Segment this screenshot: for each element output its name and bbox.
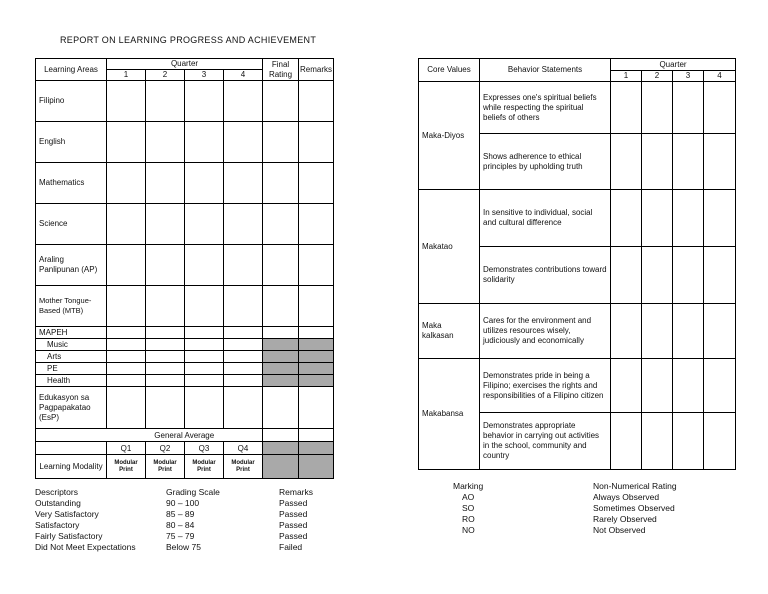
marking-code: NO xyxy=(462,525,475,535)
grading-row xyxy=(35,509,335,520)
grading-row xyxy=(35,520,335,531)
modality-q3: Modular Print xyxy=(185,455,224,479)
ga-q3: Q3 xyxy=(185,442,224,455)
ga-q1: Q1 xyxy=(107,442,146,455)
marking-legend xyxy=(453,481,723,536)
subject-row-arts xyxy=(36,351,334,363)
grading-row xyxy=(35,542,335,553)
core-value-makakalikasan: Maka kalkasan xyxy=(419,304,480,359)
marking-code: AO xyxy=(462,492,475,502)
ga-q4: Q4 xyxy=(224,442,263,455)
descriptor: Satisfactory xyxy=(35,520,80,530)
quarter-header: Quarter xyxy=(611,59,736,71)
subject-name: Edukasyon sa Pagpapakatao (EsP) xyxy=(36,387,107,429)
behavior-statement: Cares for the environment and utilizes resources wisely, judiciously and economically xyxy=(480,304,611,359)
descriptor: Did Not Meet Expectations xyxy=(35,542,136,552)
marking-rating: Rarely Observed xyxy=(593,514,657,524)
report-title: REPORT ON LEARNING PROGRESS AND ACHIEVEMENT xyxy=(60,35,317,45)
grading-row xyxy=(35,498,335,509)
subject-name: Araling Panlipunan (AP) xyxy=(36,245,107,286)
quarter-1-header: 1 xyxy=(107,70,146,81)
scale: 75 – 79 xyxy=(166,531,195,541)
subject-row-filipino xyxy=(36,81,334,122)
non-numerical-rating-header: Non-Numerical Rating xyxy=(593,481,677,491)
behavior-row xyxy=(419,190,736,247)
marking-rating: Not Observed xyxy=(593,525,646,535)
quarter-4-header: 4 xyxy=(224,70,263,81)
subject-name: English xyxy=(36,122,107,163)
grading-legend xyxy=(35,487,335,553)
remark: Passed xyxy=(279,520,308,530)
marking-rating: Always Observed xyxy=(593,492,660,502)
behavior-statements-header: Behavior Statements xyxy=(480,59,611,82)
quarter-2-header: 2 xyxy=(146,70,185,81)
modality-q1: Modular Print xyxy=(107,455,146,479)
behavior-statement: Shows adherence to ethical principles by upholding truth xyxy=(480,134,611,190)
descriptor: Fairly Satisfactory xyxy=(35,531,103,541)
final-rating-header: Final Rating xyxy=(263,59,299,81)
scale: 90 – 100 xyxy=(166,498,200,508)
behavior-row xyxy=(419,359,736,413)
core-value-makatao: Makatao xyxy=(419,190,480,304)
behavior-statement: In sensitive to individual, social and cultural difference xyxy=(480,190,611,247)
scale: 80 – 84 xyxy=(166,520,195,530)
remarks-header: Remarks xyxy=(299,59,334,81)
grading-row xyxy=(35,531,335,542)
quarter-4-header: 4 xyxy=(704,71,736,82)
subject-name: Arts xyxy=(36,351,107,363)
quarter-3-header: 3 xyxy=(185,70,224,81)
general-average-label: General Average xyxy=(107,429,263,442)
subject-row-science xyxy=(36,204,334,245)
marking-rating: Sometimes Observed xyxy=(593,503,675,513)
marking-header: Marking xyxy=(453,481,484,491)
subject-name: Mother Tongue-Based (MTB) xyxy=(36,286,107,327)
learning-progress-table xyxy=(35,58,334,479)
marking-code: SO xyxy=(462,503,475,513)
remarks-legend-header: Remarks xyxy=(279,487,314,497)
descriptors-header: Descriptors xyxy=(35,487,78,497)
remark: Passed xyxy=(279,531,308,541)
remark: Passed xyxy=(279,509,308,519)
subject-row-mapeh xyxy=(36,327,334,339)
general-average-row xyxy=(36,429,334,442)
subject-name: Health xyxy=(36,375,107,387)
subject-name: Science xyxy=(36,204,107,245)
subject-name: MAPEH xyxy=(36,327,107,339)
behavior-statement: Expresses one's spiritual beliefs while respecting the spiritual beliefs of others xyxy=(480,82,611,134)
core-value-makabansa: Makabansa xyxy=(419,359,480,470)
marking-code: RO xyxy=(462,514,475,524)
subject-name: PE xyxy=(36,363,107,375)
core-values-table xyxy=(418,58,736,470)
learning-modality-row xyxy=(36,455,334,479)
subject-name: Music xyxy=(36,339,107,351)
remark: Failed xyxy=(279,542,303,552)
marking-row xyxy=(453,492,723,503)
scale: Below 75 xyxy=(166,542,201,552)
behavior-row xyxy=(419,304,736,359)
learning-modality-label: Learning Modality xyxy=(36,455,107,479)
subject-row-music xyxy=(36,339,334,351)
remark: Passed xyxy=(279,498,308,508)
behavior-row xyxy=(419,82,736,134)
grading-scale-header: Grading Scale xyxy=(166,487,220,497)
subject-name: Filipino xyxy=(36,81,107,122)
modality-q2: Modular Print xyxy=(146,455,185,479)
core-values-header: Core Values xyxy=(419,59,480,82)
behavior-statement: Demonstrates pride in being a Filipino; exercises the rights and responsibilities of a Filipino citizen xyxy=(480,359,611,413)
subject-name: Mathematics xyxy=(36,163,107,204)
ga-q2: Q2 xyxy=(146,442,185,455)
behavior-statement: Demonstrates appropriate behavior in carrying out activities in the school, community and country xyxy=(480,413,611,470)
marking-row xyxy=(453,514,723,525)
learning-areas-header: Learning Areas xyxy=(36,59,107,81)
subject-row-english xyxy=(36,122,334,163)
marking-row xyxy=(453,503,723,514)
scale: 85 – 89 xyxy=(166,509,195,519)
quarter-1-header: 1 xyxy=(611,71,642,82)
descriptor: Very Satisfactory xyxy=(35,509,99,519)
core-value-maka-diyos: Maka-Diyos xyxy=(419,82,480,190)
quarter-3-header: 3 xyxy=(673,71,704,82)
subject-row-mtb xyxy=(36,286,334,327)
marking-row xyxy=(453,525,723,536)
quarter-2-header: 2 xyxy=(642,71,673,82)
subject-row-pe xyxy=(36,363,334,375)
subject-row-health xyxy=(36,375,334,387)
descriptor: Outstanding xyxy=(35,498,81,508)
quarter-header: Quarter xyxy=(107,59,263,70)
modality-q4: Modular Print xyxy=(224,455,263,479)
behavior-statement: Demonstrates contributions toward solidarity xyxy=(480,247,611,304)
subject-row-esp xyxy=(36,387,334,429)
subject-row-mathematics xyxy=(36,163,334,204)
general-average-quarters-row xyxy=(36,442,334,455)
subject-row-ap xyxy=(36,245,334,286)
